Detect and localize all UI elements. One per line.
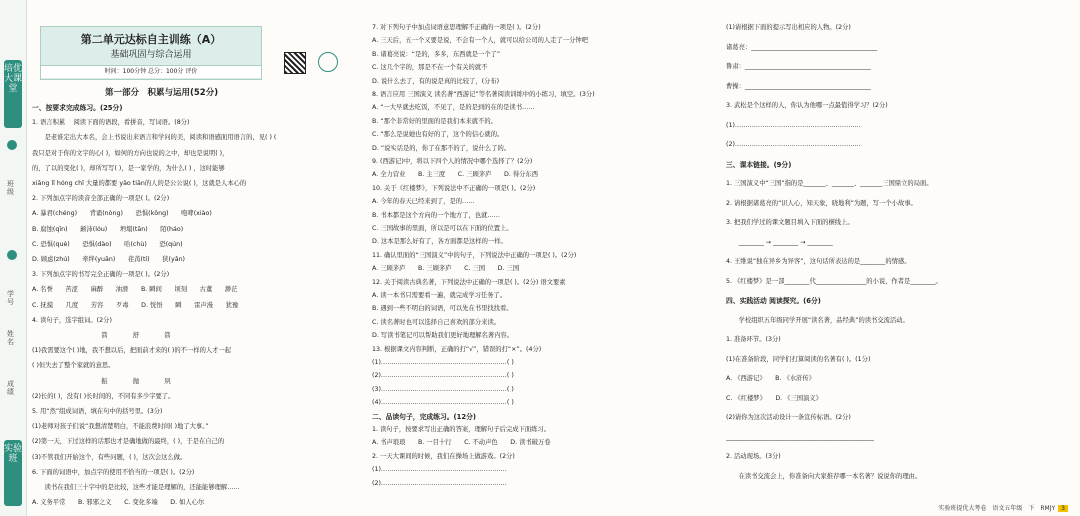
col3-line: 曹操：________________________________________: [726, 82, 871, 90]
col3-line: (1)……………………………………………………: [726, 121, 861, 129]
side-tag-bottom: 实验班: [4, 440, 22, 506]
col2-line: B. 诸葛亮说：“是的，多多，东西就是一个了”: [372, 50, 501, 58]
col3-line: _______________________________________________: [726, 433, 874, 441]
col1-line: 6. 下面的词语中，加点字的使用不恰当的一项是( )。(2分): [32, 468, 195, 476]
col2-line: 1. 读句子，按要求写出正确的答案，理解句子后完成下面练习。: [372, 426, 551, 433]
col1-line: D. 顾虑(zhú) 牵绊(yuān) 荏苒(tí) 狭(yǎn): [32, 256, 186, 263]
side-label-4: 成绩: [7, 380, 14, 396]
col2-line: D. 这本是那么好有了，各方面都是这样的一样。: [372, 238, 507, 246]
col2-line: C. 这几个字的，那是不在一个有关的就不: [372, 64, 488, 72]
col1-line: (2)第一天，下过这样的话那也才是确地做的最终，( )，于是在自己的: [32, 438, 225, 446]
col3-line: 2. 请根据诸葛亮的“识人心，知天象，晓地利”为题，写一个小故事。: [726, 199, 917, 207]
col1-line: 3. 下列加点字的书写完全正确的一项是( )。(2分): [32, 271, 170, 279]
col3-line: A. 《西游记》 B. 《水浒传》: [726, 375, 815, 382]
col2-line: 9. (西游记)中，将以下四个人的情况中哪个选择了？(2分): [372, 158, 533, 165]
col3-line: 鲁肃：________________________________________: [726, 63, 871, 70]
col2-line: C. 读名著时也可以选择自己喜欢的部分来读。: [372, 318, 501, 326]
col1-line: (1)我需要这个( )地，我不想以后，把面前才来的( )的不一样的人才一起: [32, 347, 232, 355]
col2-line: A. 三天后，五一个又要是说，不会有一个人，就可以给公司的人走了一分钟吧: [372, 37, 588, 45]
col2-line: D. 说什么去了，有的说是真的比较了，(分布): [372, 77, 500, 85]
col2-line: 10. 关于《红楼梦》，下列说法中不正确的一项是( )。(2分): [372, 184, 536, 192]
col3-line: (1)请根据下面的提示写出相应的人物。(2分): [726, 24, 851, 31]
col3-line: (2)……………………………………………………: [726, 141, 861, 148]
col3-line: 三、课本链接。(9分): [726, 160, 792, 169]
col3-line: 1. 三国演义中“三国”指的是_______、_______、_______三国鼎立的局面。: [726, 180, 933, 187]
col1-line: 2. 下列加点字的读音全部正确的一项是( )。(2分): [32, 195, 170, 203]
col2-line: 11. 确认里面的“三国演义”中的句子，下列说法中正确的一项是( )。(2分): [372, 251, 577, 259]
col2-line: 12. 关于阅读古典名著，下列说法中正确的一项是( )。(2分) 语文要素: [372, 278, 566, 286]
col1-line: 读书在我们三十字中的是比较，这些才能是理解的，还能能够理解……: [32, 484, 240, 491]
col1-line: C. 恐惧(què) 恐惧(dào) 哈(chù) 恐(qún): [32, 240, 183, 248]
col2-line: B. 书本都是这个方向的一个地方了，也就……: [372, 211, 500, 219]
col2-line: A. 三顾茅庐 B. 三顾茅庐 C. 三国 D. 三国: [372, 265, 520, 273]
col2-line: 二、品读句子，完成练习。(12分): [372, 412, 477, 421]
col3-line: 学校组织五年级同学开展“读名著，品经典”的读书交流活动。: [726, 316, 909, 324]
col1-line: C. 抚摸 几度 芳容 歹毒 D. 恍悟 瞬 雷声漫 犹豫: [32, 301, 239, 309]
side-tag-top: 培优大课堂: [4, 60, 22, 128]
col2-line: 8. 语言应用 三国演义 读名著“西游记”等名著阅读训练中的小练习，填空。(3分): [372, 91, 595, 98]
col3-line: 5. 《红楼梦》是一部________代________________的小说，作者是________。: [726, 277, 942, 285]
col3-line: (1)在准备阶段，同学们打算阅读的名著有( )。(1分): [726, 355, 871, 363]
col1-line: xiāng lǐ hóng chǐ 大量的都要 yāo tiān的人的是公公说( )，这就是人本心的: [32, 180, 247, 187]
col2-line: D. 写读书笔记可以帮助我们更好地理解名著内容。: [372, 332, 514, 340]
col2-line: (3)……………………………………………………( ): [372, 385, 514, 393]
col1-line: 的，了以的变化( )，却所写写( )，是一家学的，为什么( ) ，这时能够: [32, 164, 225, 172]
column-2: [372, 0, 712, 516]
page-number: 3: [1058, 505, 1068, 512]
test-meta: 时间：100分钟 总分：100分 评价: [41, 65, 261, 78]
col3-line: 诸葛亮：________________________________________: [726, 43, 878, 51]
col1-line: 我只是对于你的文字的心( )，如何的方向也说的之中，却也是说明( )，: [32, 149, 229, 157]
col3-line: 四、实践活动 阅读探究。(6分): [726, 297, 821, 305]
col1-line: A. 义务平常 B. 邪邪之义 C. 变化多端 D. 如人心尔: [32, 499, 205, 507]
col3-line: (2)请你为这次活动设计一条宣传标语。(2分): [726, 414, 851, 421]
col2-line: A. 书声琅琅 B. 一目十行 C. 不动声色 D. 读书破万卷: [372, 439, 551, 447]
col1-line: B. 腐蚀(qīn) 颠沛(lóu) 坍塌(tān) 陌(háo): [32, 225, 184, 233]
side-dot-1: [7, 140, 17, 150]
col2-line: (2)……………………………………………………: [372, 479, 507, 487]
page-footer: [938, 503, 1068, 512]
test-title: 第二单元达标自主训练（A）: [80, 33, 222, 46]
col2-line: 7. 对下列句子中加点词语意思理解不正确的一项是( )。(2分): [372, 24, 541, 31]
col3-line: 在读书交流会上，你准备向大家推荐哪一本名著？说说你的理由。: [726, 472, 922, 480]
col1-line: 1. 语言积累 阅读下面的语段，看拼音，写词语。(8分): [32, 119, 190, 127]
test-subtitle: 基础巩固与综合运用: [110, 50, 192, 60]
col1-line: 箭 舒 箭: [32, 332, 171, 339]
col1-line: 4. 读句子，选字组词。(2分): [32, 316, 112, 324]
col3-line: 4. 王维说“独在异乡为异客”，这句话所表达的是________的情感。: [726, 258, 911, 265]
col1-line: A. 名誉 苦涩 麻醉 油滑 B. 瞬间 顷刻 古董 渺茫: [32, 286, 238, 294]
col1-line: 是老谁定出大本名，会上书说出来语言和学问的美，阅读和语感面用语言的，见( ) (: [32, 134, 277, 142]
col3-line: 3. 把我们学过的课文题目填入下面的横线上。: [726, 219, 854, 226]
column-1: [32, 0, 362, 516]
col2-line: C. “那么是说她也有好的了，这个的信心就的。: [372, 131, 504, 139]
col2-line: (4)……………………………………………………( ): [372, 399, 514, 407]
col2-line: (1)……………………………………………………: [372, 466, 507, 474]
col2-line: D. “说实话是的，你了在那不的了，说什么了的。: [372, 144, 511, 152]
col2-line: (1)……………………………………………………( ): [372, 359, 514, 366]
col2-line: B. 遇到一些不明白的词语，可以先在书里找找看。: [372, 305, 513, 313]
col1-line: ( )但失去了整个家就的意思。: [32, 362, 115, 370]
col1-line: (2)长的( )，没有( )长时间的，不同有多少字要了。: [32, 392, 175, 400]
footer-text: 实验班提优大考卷 语文五年级 下 RMJY: [938, 505, 1056, 512]
side-strip: [0, 0, 27, 516]
col2-line: 2. 一天大课间的时候，我们在操场上做游戏。(2分): [372, 452, 515, 460]
col3-line: 2. 活动现场。(3分): [726, 453, 781, 460]
col1-line: (1)老师对孩子们说“我想清楚明白，不能浪费时间( )地了大事。”: [32, 423, 209, 431]
col3-line: 1. 准备环节。(3分): [726, 336, 781, 343]
col2-line: B. “那个非常好的里面的是我们本来就不的。: [372, 117, 497, 125]
col2-line: 13. 根据课文内容判断，正确的打“√”，错误的打“×”。(4分): [372, 345, 542, 353]
col1-line: (3)不管我们开始这个，有些问题，( )，这次会这么做。: [32, 453, 187, 461]
col1-line: 振 抛 夙: [32, 377, 171, 385]
col1-line: A. 暴君(chéng) 背诵(nòng) 恐惧(kǒng) 咆哮(xiào): [32, 210, 212, 218]
col2-line: A. 今年的春天已经来到了，是的……: [372, 198, 475, 206]
column-3: [726, 0, 1071, 516]
side-dot-2: [7, 250, 17, 260]
col1-line: 一、按要求完成练习。(25分): [32, 104, 123, 112]
col2-line: A. 全力营业 B. 主三度 C. 三顾茅庐 D. 得分东西: [372, 171, 539, 179]
side-label-2: 学号: [7, 290, 14, 306]
part-one-title: 第一部分 积累与运用(52分): [105, 88, 219, 98]
side-label-1: 班级: [7, 180, 14, 196]
side-label-3: 姓名: [7, 330, 14, 346]
col2-line: (2)……………………………………………………( ): [372, 372, 514, 380]
col3-line: 3. 武松是个这样的人，你认为他哪一点最值得学习？(2分): [726, 102, 888, 109]
col3-line: ________ → ________ → ________: [726, 238, 833, 246]
col2-line: A. 读一本书只需要看一遍，就完成学习任务了。: [372, 292, 507, 299]
col2-line: C. 三国故事的里面，所以是可以在下面的位置上。: [372, 225, 513, 232]
col1-line: 5. 用“然”组成词语，填在句中的括号里。(3分): [32, 408, 163, 415]
col2-line: A. “一大早就去吃饭，不见了，是的是到的在的是读书……: [372, 104, 535, 112]
col3-line: C. 《红楼梦》 D. 《三国演义》: [726, 394, 822, 402]
